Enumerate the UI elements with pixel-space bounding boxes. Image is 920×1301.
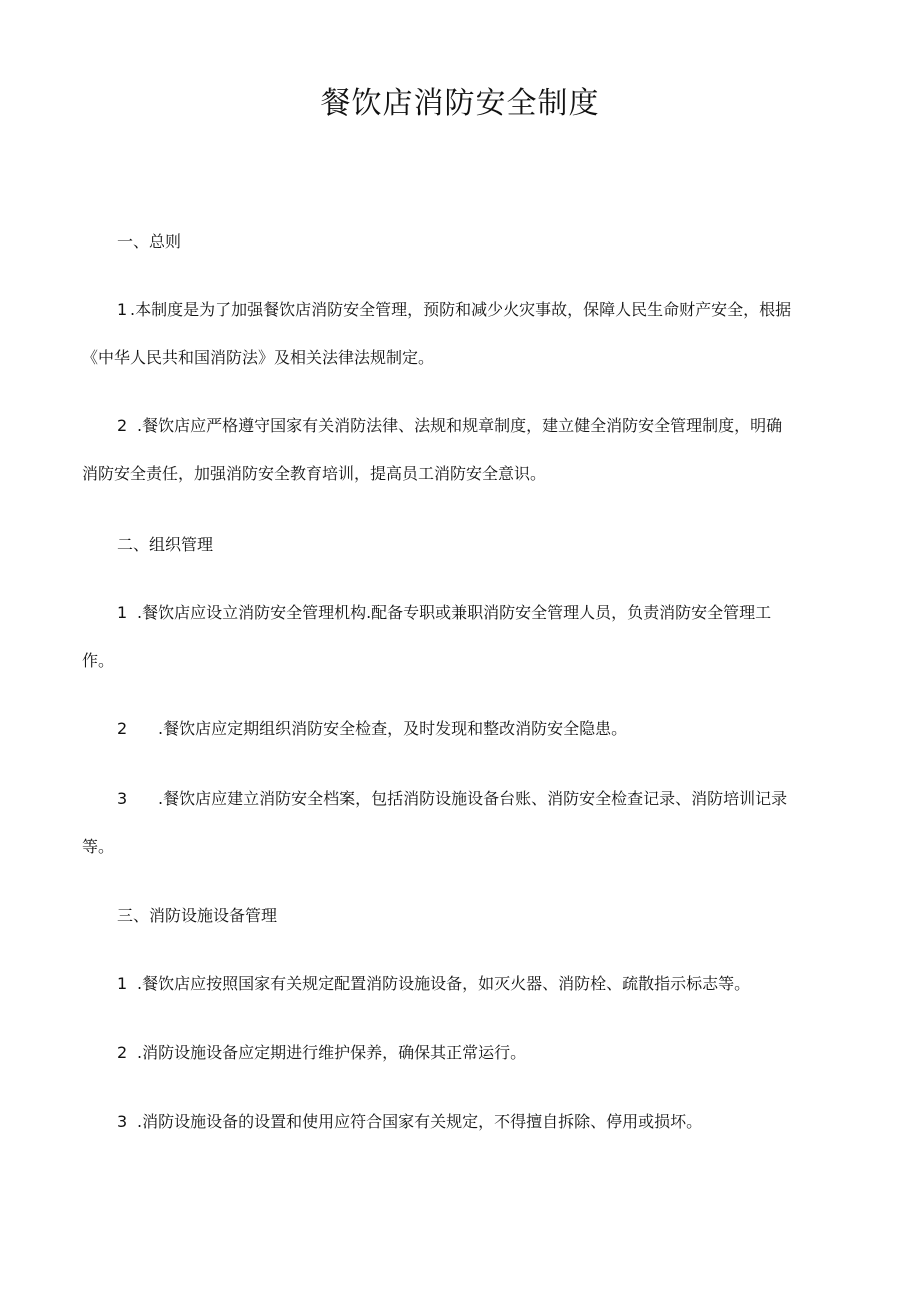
paragraph-line: .消防设施设备应定期进行维护保养，确保其正常运行。: [137, 1043, 527, 1062]
item-number: 3: [117, 1112, 128, 1131]
paragraph-line: .餐饮店应按照国家有关规定配置消防设施设备，如灭火器、消防栓、疏散指示标志等。: [137, 974, 751, 993]
paragraph-line: 消防安全责任，加强消防安全教育培训，提高员工消防安全意识。: [82, 464, 547, 483]
paragraph-line: .消防设施设备的设置和使用应符合国家有关规定，不得擅自拆除、停用或损坏。: [137, 1112, 703, 1131]
paragraph-line: 等。: [82, 837, 115, 856]
paragraph-line: .餐饮店应严格遵守国家有关消防法律、法规和规章制度，建立健全消防安全管理制度，明确: [137, 416, 783, 435]
item-number: 2: [117, 416, 128, 435]
item-number: 1: [117, 300, 128, 319]
item-number: 2: [117, 1043, 128, 1062]
item-number: 1: [117, 603, 128, 622]
item-number: 3: [117, 789, 128, 808]
paragraph-line: .本制度是为了加强餐饮店消防安全管理，预防和减少火灾事故，保障人民生命财产安全，根据: [130, 300, 792, 319]
section-heading: 三、消防设施设备管理: [117, 906, 278, 925]
paragraph-line: .餐饮店应定期组织消防安全检查，及时发现和整改消防安全隐患。: [158, 719, 628, 738]
section-heading: 一、总则: [117, 232, 182, 251]
paragraph-line: 《中华人民共和国消防法》及相关法律法规制定。: [82, 348, 435, 367]
section-heading: 二、组织管理: [117, 535, 214, 554]
item-number: 1: [117, 974, 128, 993]
paragraph-line: .餐饮店应设立消防安全管理机构.配备专职或兼职消防安全管理人员，负责消防安全管理工: [137, 603, 772, 622]
item-number: 2: [117, 719, 128, 738]
paragraph-line: .餐饮店应建立消防安全档案，包括消防设施设备台账、消防安全检查记录、消防培训记录: [158, 789, 788, 808]
page-title: 餐饮店消防安全制度: [320, 86, 600, 121]
paragraph-line: 作。: [82, 651, 115, 670]
